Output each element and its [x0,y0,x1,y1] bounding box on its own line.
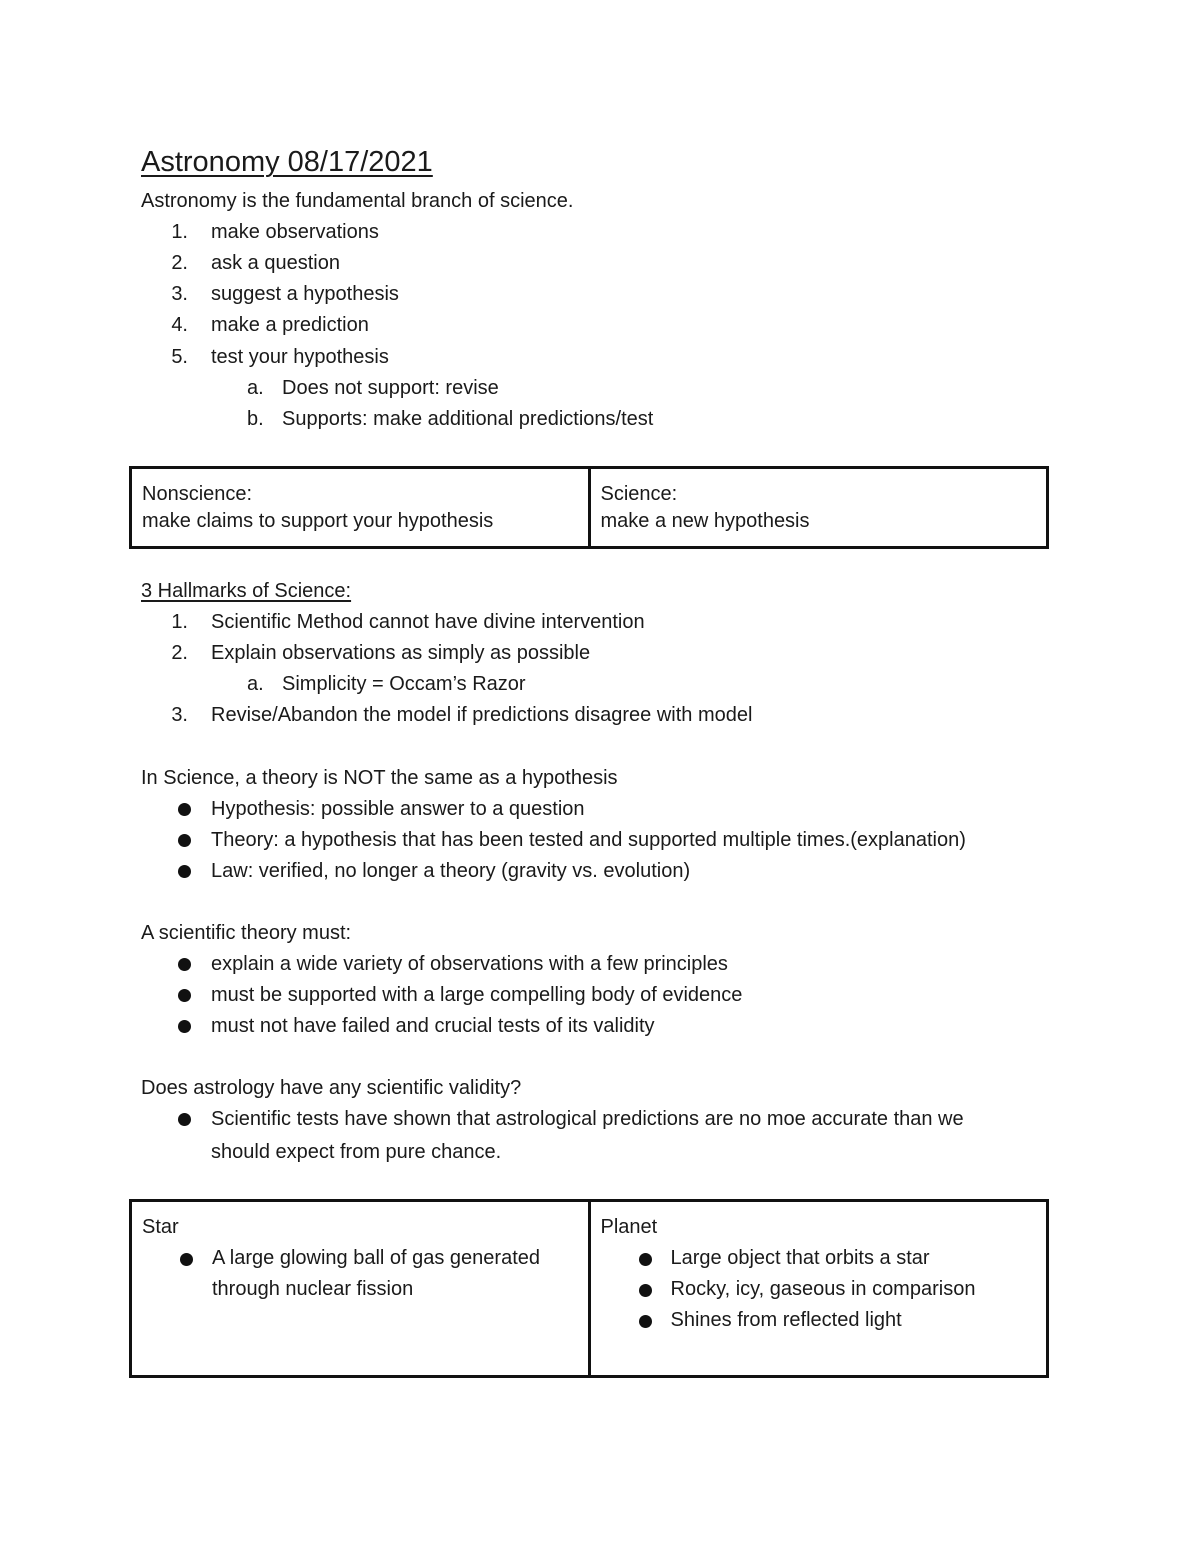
list-item: A large glowing ball of gas generated [142,1245,578,1272]
bullet-icon [178,989,191,1002]
compare-table [129,466,1049,549]
planet-cell [589,1201,1048,1377]
nonscience-cell [131,468,590,548]
science-cell [589,468,1048,548]
bullet-icon [178,1113,191,1126]
nonscience-text: make claims to support your hypothesis [142,510,494,532]
bullet-icon [180,1253,193,1266]
star-cell [131,1201,590,1377]
nonscience-heading: Nonscience: [142,483,253,505]
star-heading: Star [142,1216,179,1238]
intro-text: Astronomy is the fundamental branch of science. [141,190,574,212]
planet-heading: Planet [600,1216,658,1238]
list-item: Large object that orbits a star [601,1245,1037,1272]
science-heading: Science: [600,483,678,505]
list-item: Shines from reflected light [601,1307,1037,1334]
bullet-icon [178,803,191,816]
bullet-icon [178,1020,191,1033]
bullet-icon [639,1253,652,1266]
star-planet-table [129,1199,1049,1378]
hallmarks-heading: 3 Hallmarks of Science: [141,580,352,602]
bullet-icon [178,958,191,971]
astrology-heading: Does astrology have any scientific validity? [141,1077,522,1099]
list-item: Rocky, icy, gaseous in comparison [601,1276,1037,1303]
science-text: make a new hypothesis [600,510,810,532]
theory-must-heading: A scientific theory must: [141,922,352,944]
bullet-icon [178,834,191,847]
list-item-continuation: should expect from pure chance. [211,1141,502,1163]
bullet-icon [639,1315,652,1328]
bullet-icon [639,1284,652,1297]
bullet-icon [178,865,191,878]
page-title: Astronomy 08/17/2021 [141,146,433,178]
theory-heading: In Science, a theory is NOT the same as a hypothesis [141,767,618,789]
list-item-continuation: through nuclear fission [212,1278,414,1300]
